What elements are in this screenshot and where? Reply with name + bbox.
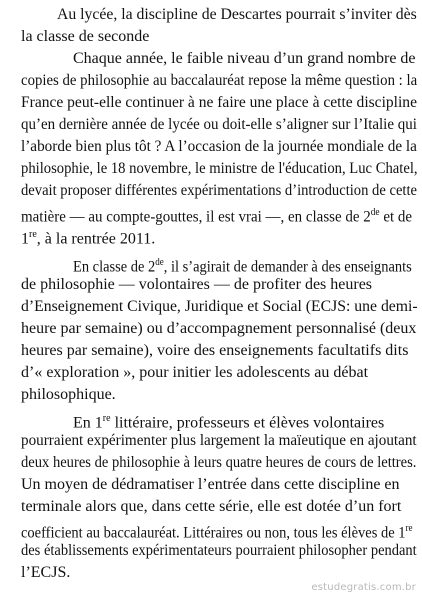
text-line: l’ECJS. bbox=[21, 564, 71, 581]
text-line: l’aborde bien plus tôt ? A l’occasion de la journée mondiale de la bbox=[21, 138, 417, 155]
text-line: heures par semaine), voire des enseignements facultatifs dits bbox=[21, 342, 409, 359]
text-line: philosophie, le 18 novembre, le ministre de l'éducation, Luc Chatel, bbox=[21, 160, 418, 177]
ordinal-superscript: re bbox=[102, 413, 111, 424]
text-line: devait proposer différentes expérimentations d’introduction de cette bbox=[21, 182, 418, 199]
ordinal-superscript: re bbox=[405, 523, 413, 534]
text-line: philosophique. bbox=[21, 386, 116, 403]
text-line: deux heures de philosophie à leurs quatre heures de cours de lettres. bbox=[21, 454, 417, 471]
text-line: Chaque année, le faible niveau d’un grand nombre de bbox=[73, 50, 416, 67]
text-line: coefficient au baccalauréat. Littéraires ou non, tous les élèves de 1re bbox=[21, 523, 413, 542]
ordinal-superscript: re bbox=[29, 229, 37, 240]
text-line: heure par semaine) ou d’accompagnement personnalisé (deux bbox=[21, 320, 417, 337]
text-line: la classe de seconde bbox=[21, 28, 150, 45]
text-line: d’« exploration », pour initier les adolescents au débat bbox=[21, 364, 369, 381]
ordinal-superscript: de bbox=[155, 257, 164, 268]
text-line: terminale alors que, dans cette série, elle est dotée d’un fort bbox=[21, 498, 402, 515]
text-line: qu’en dernière année de lycée ou doit-elle s’aligner sur l’Italie qui bbox=[21, 116, 417, 133]
text-line: France peut-elle continuer à ne faire une place à cette discipline bbox=[21, 94, 417, 111]
text-line: En classe de 2de, il s’agirait de demander à des enseignants bbox=[73, 257, 412, 276]
text-line: des établissements expérimentateurs pourraient philosopher pendant bbox=[21, 542, 417, 559]
text-line: Un moyen de dédramatiser l’entrée dans cette discipline en bbox=[21, 476, 400, 493]
ordinal-superscript: de bbox=[370, 207, 380, 218]
text-line: d’Enseignement Civique, Juridique et Social (ECJS: une demi- bbox=[21, 298, 418, 315]
text-line: En 1re littéraire, professeurs et élèves volontaires bbox=[73, 413, 385, 432]
text-line: 1re, à la rentrée 2011. bbox=[21, 229, 156, 248]
watermark: estudegratis.com.br bbox=[311, 582, 416, 593]
text-line: matière — au compte-gouttes, il est vrai —, en classe de 2de et de bbox=[21, 207, 413, 226]
text-line: copies de philosophie au baccalauréat repose la même question : la bbox=[21, 72, 418, 89]
text-line: Au lycée, la discipline de Descartes pourrait s’inviter dès bbox=[57, 6, 417, 23]
text-line: pourraient expérimenter plus largement la maïeutique en ajoutant bbox=[21, 432, 417, 449]
text-line: de philosophie — volontaires — de profiter des heures bbox=[21, 276, 373, 293]
